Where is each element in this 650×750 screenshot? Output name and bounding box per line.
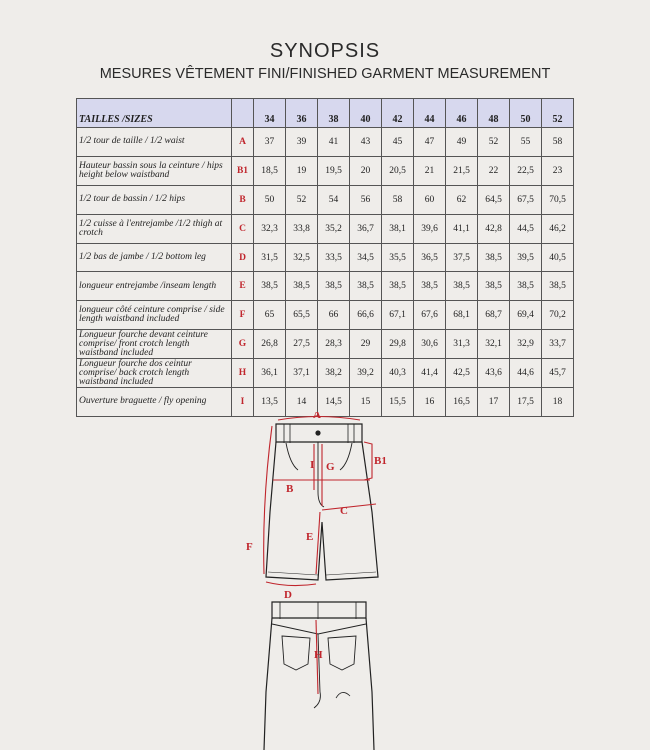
measurement-value: 38,5 <box>318 272 350 301</box>
measurement-value: 65,5 <box>286 301 318 330</box>
measurement-value: 54 <box>318 185 350 214</box>
size-header: 50 <box>510 99 542 128</box>
measurement-code: F <box>232 301 254 330</box>
measurement-value: 33,7 <box>542 330 574 359</box>
measurement-value: 14 <box>286 388 318 417</box>
measurement-code: E <box>232 272 254 301</box>
measurement-value: 31,5 <box>254 243 286 272</box>
table-row <box>77 243 574 272</box>
size-header: 46 <box>446 99 478 128</box>
table-row <box>77 359 574 388</box>
label-H: H <box>314 649 323 661</box>
measurement-value: 19,5 <box>318 156 350 185</box>
brand-title: SYNOPSIS <box>269 40 381 62</box>
size-chart-table <box>76 98 574 417</box>
measurement-value: 39 <box>286 128 318 157</box>
measurement-value: 37 <box>254 128 286 157</box>
measurement-value: 35,2 <box>318 214 350 243</box>
measurement-label: Ouverture braguette / fly opening <box>77 388 232 417</box>
measurement-value: 45,7 <box>542 359 574 388</box>
measurement-value: 49 <box>446 128 478 157</box>
size-header: 36 <box>286 99 318 128</box>
measurement-value: 69,4 <box>510 301 542 330</box>
measurement-value: 44,5 <box>510 214 542 243</box>
measurement-label: Longueur fourche devant ceinture comprise/ front crotch length waistband included <box>77 330 232 359</box>
measurement-value: 47 <box>414 128 446 157</box>
measurement-value: 41,1 <box>446 214 478 243</box>
measurement-value: 21 <box>414 156 446 185</box>
measurement-code: B1 <box>232 156 254 185</box>
measurement-value: 45 <box>382 128 414 157</box>
measurement-value: 35,5 <box>382 243 414 272</box>
measurement-value: 38,5 <box>510 272 542 301</box>
measurement-value: 36,5 <box>414 243 446 272</box>
measurement-value: 17 <box>478 388 510 417</box>
measurement-value: 52 <box>478 128 510 157</box>
measurement-value: 33,8 <box>286 214 318 243</box>
measurement-value: 39,6 <box>414 214 446 243</box>
measurement-code: A <box>232 128 254 157</box>
measurement-value: 32,1 <box>478 330 510 359</box>
measurement-value: 38,5 <box>382 272 414 301</box>
measurement-value: 38,5 <box>254 272 286 301</box>
back-shorts-outline <box>264 602 374 750</box>
label-C: C <box>340 505 348 517</box>
label-F: F <box>246 541 253 553</box>
label-D: D <box>284 589 292 601</box>
table-row <box>77 214 574 243</box>
sizes-header-label: TAILLES /SIZES <box>77 99 232 128</box>
measurement-value: 38,1 <box>382 214 414 243</box>
measurement-value: 36,7 <box>350 214 382 243</box>
measurement-value: 38,5 <box>414 272 446 301</box>
measurement-code: C <box>232 214 254 243</box>
size-header: 38 <box>318 99 350 128</box>
measurement-value: 67,1 <box>382 301 414 330</box>
measurement-value: 15 <box>350 388 382 417</box>
measurement-value: 39,2 <box>350 359 382 388</box>
measurement-value: 29,8 <box>382 330 414 359</box>
measurement-value: 16 <box>414 388 446 417</box>
table-header-row <box>77 99 574 128</box>
measurement-value: 18 <box>542 388 574 417</box>
measurement-value: 30,6 <box>414 330 446 359</box>
measurement-value: 70,5 <box>542 185 574 214</box>
page-subtitle: MESURES VÊTEMENT FINI/FINISHED GARMENT MEASUREMENT <box>99 66 551 82</box>
measurement-value: 64,5 <box>478 185 510 214</box>
measurement-value: 44,6 <box>510 359 542 388</box>
size-header: 44 <box>414 99 446 128</box>
measurement-value: 13,5 <box>254 388 286 417</box>
table-row <box>77 301 574 330</box>
measurement-value: 19 <box>286 156 318 185</box>
measurement-value: 42,8 <box>478 214 510 243</box>
size-header: 52 <box>542 99 574 128</box>
measurement-label: 1/2 bas de jambe / 1/2 bottom leg <box>77 243 232 272</box>
table-row <box>77 156 574 185</box>
measurement-value: 20 <box>350 156 382 185</box>
measurement-value: 17,5 <box>510 388 542 417</box>
measurement-value: 39,5 <box>510 243 542 272</box>
measurement-value: 22 <box>478 156 510 185</box>
measurement-value: 23 <box>542 156 574 185</box>
measurement-value: 50 <box>254 185 286 214</box>
label-B1: B1 <box>374 455 387 467</box>
size-header: 34 <box>254 99 286 128</box>
measurement-label: longueur côté ceinture comprise / side length waistband included <box>77 301 232 330</box>
measurement-value: 58 <box>382 185 414 214</box>
measurement-value: 67,6 <box>414 301 446 330</box>
measurement-value: 38,5 <box>478 272 510 301</box>
measurement-value: 66 <box>318 301 350 330</box>
label-A: A <box>313 412 321 421</box>
measurement-value: 38,5 <box>350 272 382 301</box>
measurement-value: 38,5 <box>446 272 478 301</box>
measurement-label: longueur entrejambe /inseam length <box>77 272 232 301</box>
measurement-value: 16,5 <box>446 388 478 417</box>
measurement-value: 43 <box>350 128 382 157</box>
measurement-label: 1/2 cuisse à l'entrejambe /1/2 thigh at crotch <box>77 214 232 243</box>
measurement-value: 40,5 <box>542 243 574 272</box>
measurement-value: 65 <box>254 301 286 330</box>
size-header: 48 <box>478 99 510 128</box>
measurement-value: 37,1 <box>286 359 318 388</box>
measurement-value: 34,5 <box>350 243 382 272</box>
measurement-value: 62 <box>446 185 478 214</box>
measurement-value: 56 <box>350 185 382 214</box>
measurement-value: 58 <box>542 128 574 157</box>
measurement-value: 26,8 <box>254 330 286 359</box>
measurement-value: 38,5 <box>286 272 318 301</box>
measurement-code: G <box>232 330 254 359</box>
measurement-value: 28,3 <box>318 330 350 359</box>
measurement-value: 15,5 <box>382 388 414 417</box>
measurement-label: 1/2 tour de bassin / 1/2 hips <box>77 185 232 214</box>
measurement-value: 29 <box>350 330 382 359</box>
size-header: 42 <box>382 99 414 128</box>
measurement-value: 60 <box>414 185 446 214</box>
measurement-value: 41,4 <box>414 359 446 388</box>
table-row <box>77 185 574 214</box>
label-G: G <box>326 461 335 473</box>
table-row <box>77 272 574 301</box>
measurement-value: 68,7 <box>478 301 510 330</box>
measurement-value: 32,5 <box>286 243 318 272</box>
measurement-value: 33,5 <box>318 243 350 272</box>
measurement-value: 42,5 <box>446 359 478 388</box>
measurement-value: 32,9 <box>510 330 542 359</box>
measurement-value: 32,3 <box>254 214 286 243</box>
code-header <box>232 99 254 128</box>
shorts-technical-drawing <box>0 412 650 750</box>
measurement-value: 43,6 <box>478 359 510 388</box>
measurement-value: 38,5 <box>478 243 510 272</box>
label-I: I <box>310 459 315 471</box>
back-measure-labels <box>314 649 323 661</box>
measurement-value: 67,5 <box>510 185 542 214</box>
measurement-value: 22,5 <box>510 156 542 185</box>
label-B: B <box>286 483 294 495</box>
label-E: E <box>306 531 314 543</box>
measurement-value: 52 <box>286 185 318 214</box>
measurement-code: B <box>232 185 254 214</box>
measurement-value: 21,5 <box>446 156 478 185</box>
measurement-value: 41 <box>318 128 350 157</box>
measurement-value: 70,2 <box>542 301 574 330</box>
measurement-value: 20,5 <box>382 156 414 185</box>
size-header: 40 <box>350 99 382 128</box>
measurement-value: 27,5 <box>286 330 318 359</box>
table-row <box>77 330 574 359</box>
measurement-value: 18,5 <box>254 156 286 185</box>
measurement-value: 31,3 <box>446 330 478 359</box>
measurement-label: Longueur fourche dos ceintur comprise/ back crotch length waistband included <box>77 359 232 388</box>
measurement-value: 40,3 <box>382 359 414 388</box>
measurement-code: H <box>232 359 254 388</box>
measurement-value: 14,5 <box>318 388 350 417</box>
measurement-value: 37,5 <box>446 243 478 272</box>
measurement-code: D <box>232 243 254 272</box>
measurement-value: 55 <box>510 128 542 157</box>
measurement-label: Hauteur bassin sous la ceinture / hips height below waistband <box>77 156 232 185</box>
measurement-value: 66,6 <box>350 301 382 330</box>
table-row <box>77 128 574 157</box>
measurement-value: 38,5 <box>542 272 574 301</box>
measurement-code: I <box>232 388 254 417</box>
measurement-value: 36,1 <box>254 359 286 388</box>
measurement-value: 68,1 <box>446 301 478 330</box>
measurement-value: 46,2 <box>542 214 574 243</box>
measurement-value: 38,2 <box>318 359 350 388</box>
measurement-label: 1/2 tour de taille / 1/2 waist <box>77 128 232 157</box>
